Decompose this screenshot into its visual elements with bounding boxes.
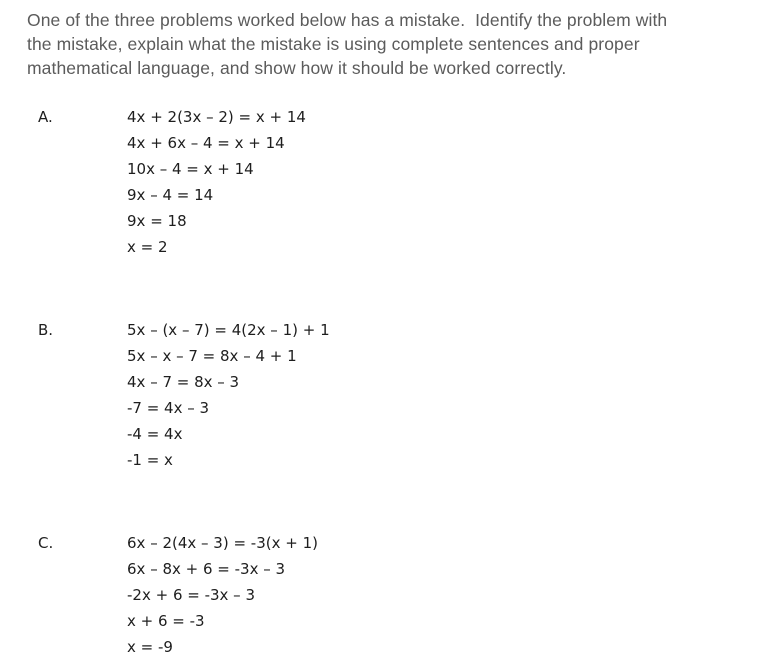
instructions-line: the mistake, explain what the mistake is using complete sentences and proper bbox=[27, 34, 640, 54]
problem-label: A. bbox=[38, 108, 53, 126]
math-step: 4x + 6x – 4 = x + 14 bbox=[127, 134, 285, 152]
math-step: 4x – 7 = 8x – 3 bbox=[127, 373, 240, 391]
instructions-line: mathematical language, and show how it should be worked correctly. bbox=[27, 58, 567, 78]
math-step: -7 = 4x – 3 bbox=[127, 399, 210, 417]
problem-steps bbox=[127, 530, 752, 660]
problem-block bbox=[27, 530, 752, 660]
problem-label: C. bbox=[38, 534, 54, 552]
problem-block bbox=[27, 317, 752, 473]
math-step: -4 = 4x bbox=[127, 425, 183, 443]
math-step: 9x = 18 bbox=[127, 212, 187, 230]
problem-block bbox=[27, 104, 752, 260]
problems-list bbox=[27, 104, 752, 660]
math-step: x = -9 bbox=[127, 638, 173, 656]
math-step: x = 2 bbox=[127, 238, 168, 256]
problem-instructions bbox=[27, 8, 752, 80]
math-step: 6x – 8x + 6 = -3x – 3 bbox=[127, 560, 286, 578]
math-step: 10x – 4 = x + 14 bbox=[127, 160, 254, 178]
problem-steps bbox=[127, 104, 752, 260]
math-step: -1 = x bbox=[127, 451, 173, 469]
problem-steps bbox=[127, 317, 752, 473]
math-step: 4x + 2(3x – 2) = x + 14 bbox=[127, 108, 306, 126]
math-step: 6x – 2(4x – 3) = -3(x + 1) bbox=[127, 534, 318, 552]
math-step: 5x – (x – 7) = 4(2x – 1) + 1 bbox=[127, 321, 330, 339]
math-step: -2x + 6 = -3x – 3 bbox=[127, 586, 255, 604]
math-step: 5x – x – 7 = 8x – 4 + 1 bbox=[127, 347, 297, 365]
problem-label: B. bbox=[38, 321, 54, 339]
math-step: 9x – 4 = 14 bbox=[127, 186, 214, 204]
math-step: x + 6 = -3 bbox=[127, 612, 205, 630]
instructions-line: One of the three problems worked below has a mistake. Identify the problem with bbox=[27, 10, 668, 30]
